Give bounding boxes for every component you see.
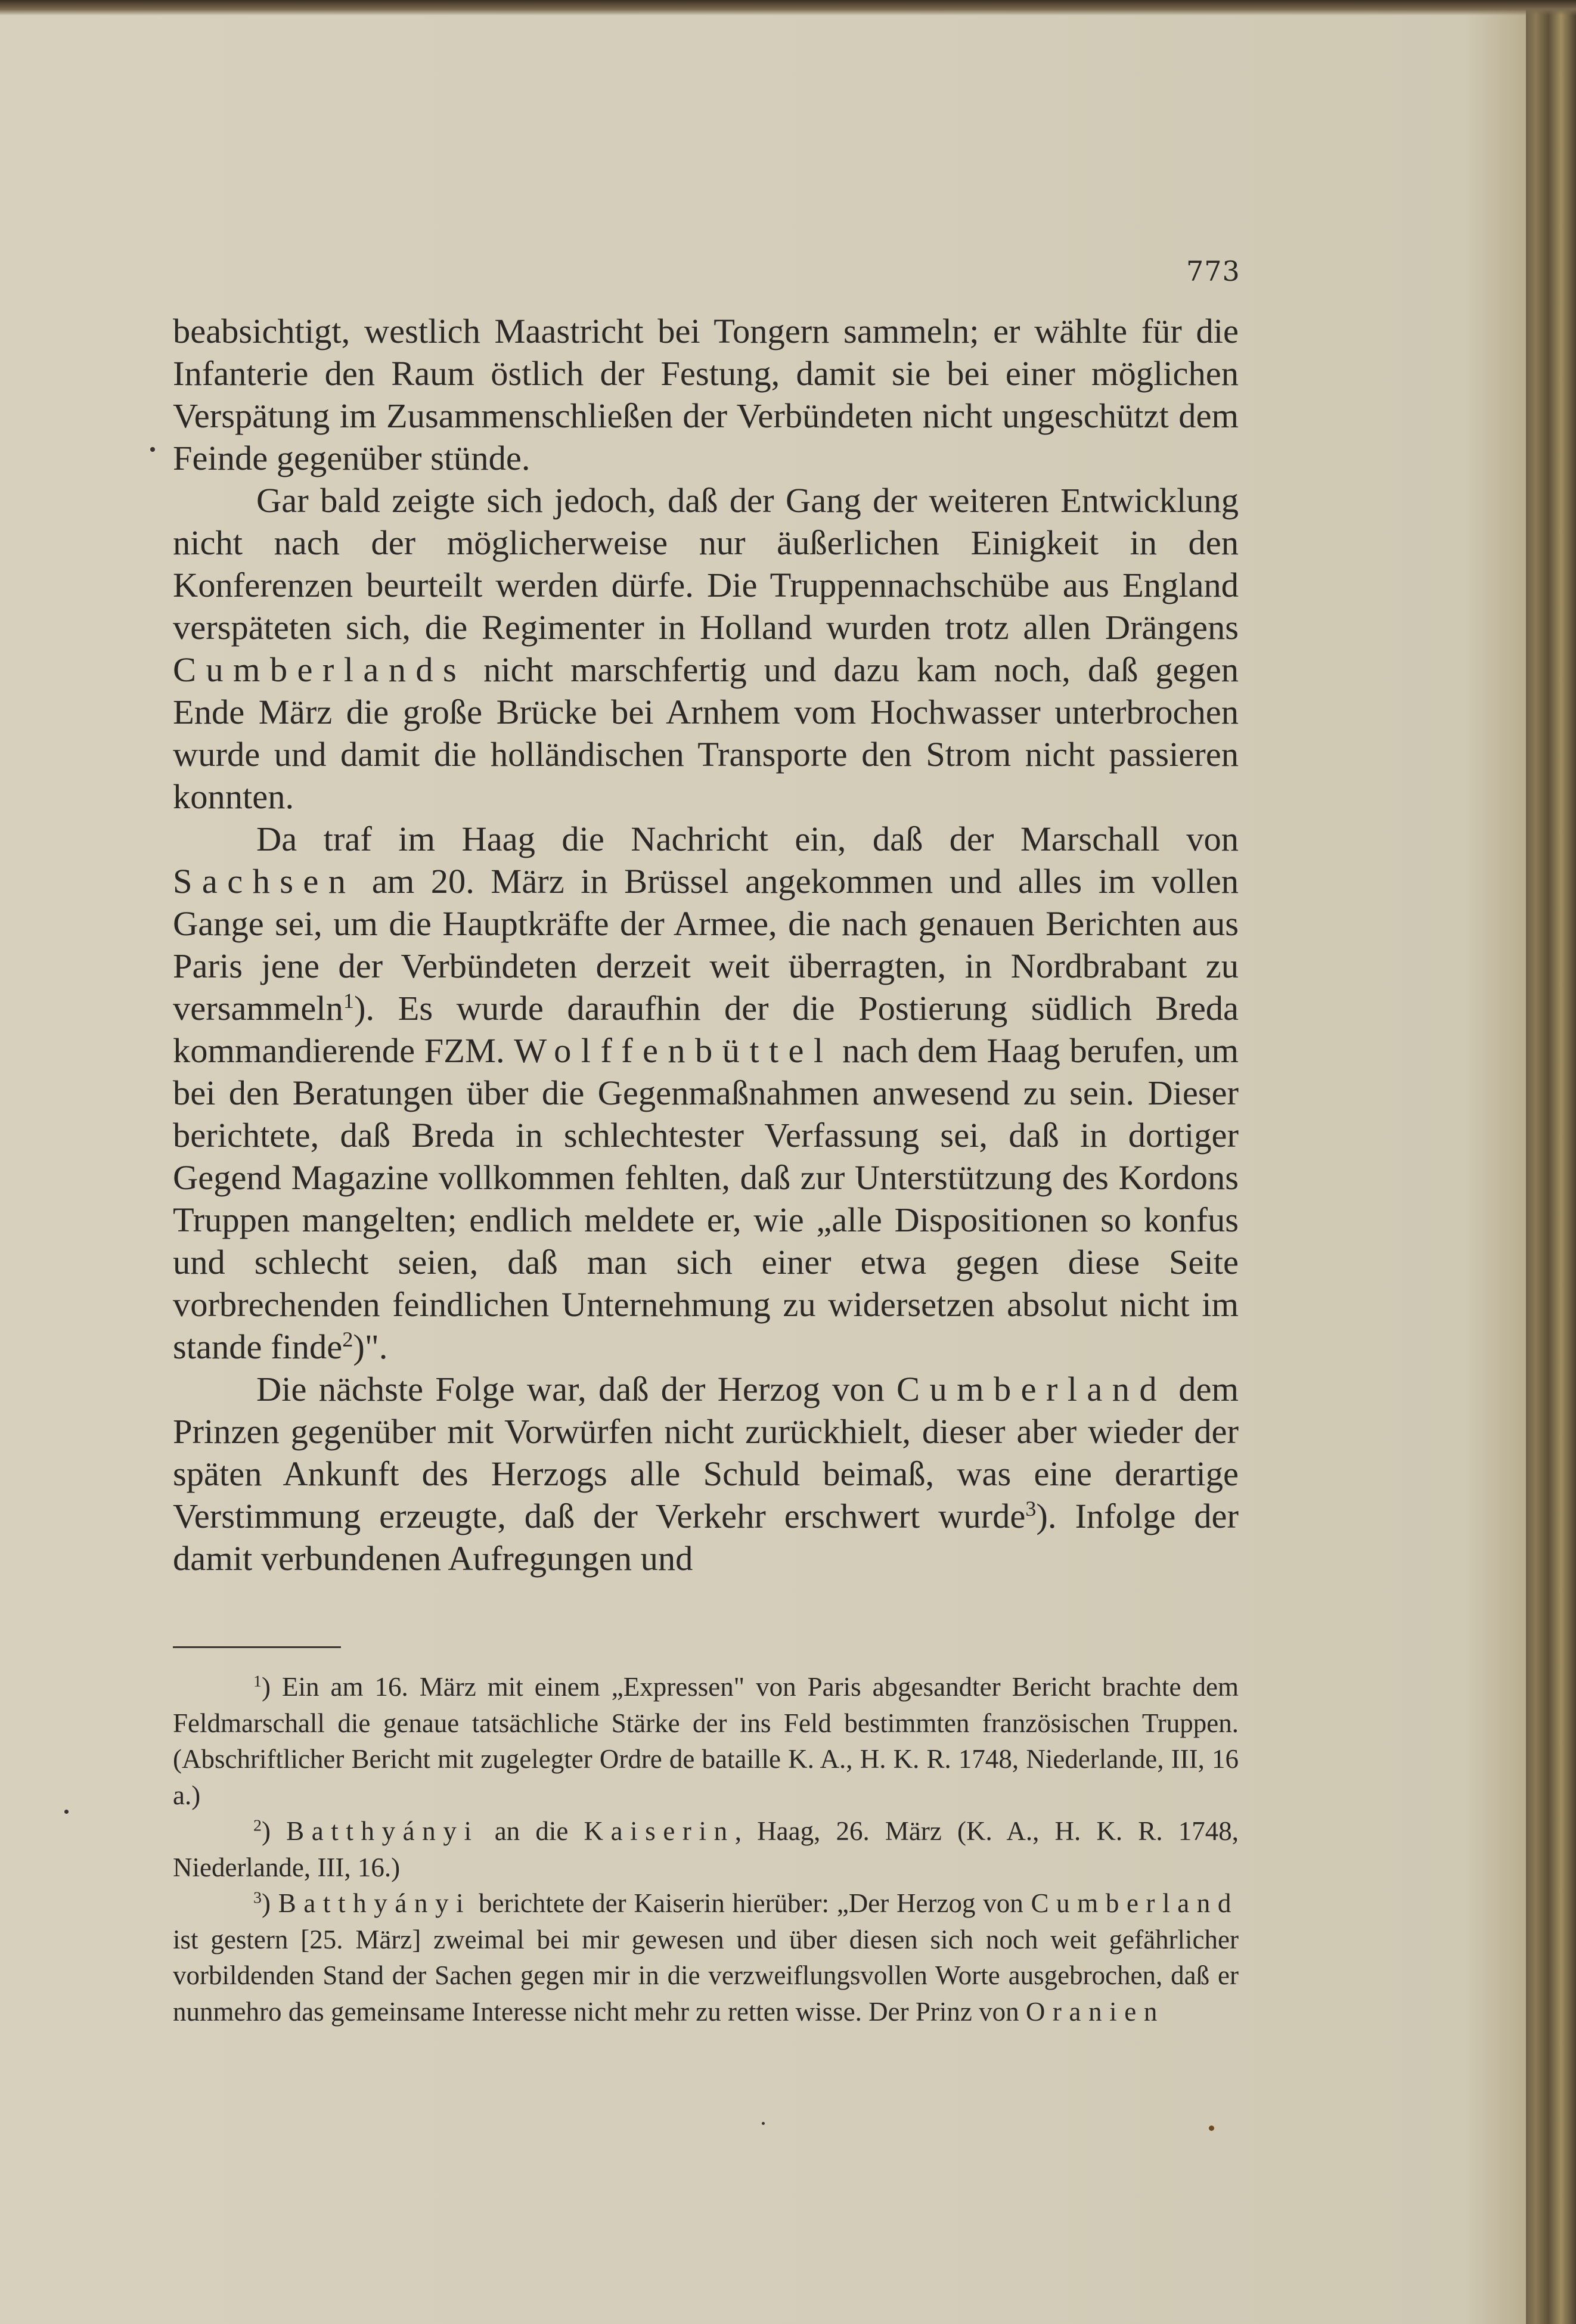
text-run: ist gestern [25. März] zweimal bei mir gewesen und über diesen sich noch weit gefährlicher vorbildenden Stand der Sachen gegen mir in die verzweiflungsvollen Worte ausgebrochen, daß er nunmehro das gemeinsame Interesse nicht mehr zu retten wisse. Der Prinz von — [173, 1924, 1239, 2027]
spaced-name: Batthyányi — [286, 1816, 479, 1846]
spaced-name: Cumberland — [896, 1370, 1167, 1408]
paragraph-2 — [173, 479, 1239, 818]
text-run: ) — [261, 1888, 278, 1918]
text-run: ) — [261, 1816, 287, 1846]
footnote-ref: 3 — [1025, 1497, 1037, 1521]
text-run: am 20. März in Brüssel angekommen und alles im vollen Gange sei, um die Hauptkräfte der Armee, die nach genauen Berichten aus Paris jene der Verbündeten derzeit weit überragten, in Nordbrabant zu versammeln — [173, 862, 1239, 1028]
text-run: an die — [479, 1816, 584, 1846]
footnote-ref: 2 — [253, 1816, 262, 1835]
text-run: ). Es wurde daraufhin der die Postierung südlich Breda kommandierende FZM. — [173, 989, 1239, 1070]
footnote-ref: 1 — [343, 989, 355, 1013]
text-run: )". — [353, 1327, 388, 1366]
book-spine-edge — [1526, 0, 1576, 2324]
footnote-1 — [173, 1669, 1239, 1813]
text-run: nicht marschfertig und dazu kam noch, daß gegen Ende März die große Brücke bei Arnhem vom Hochwasser unterbrochen wurde und damit die holländischen Transporte den Strom nicht passieren konnten. — [173, 650, 1239, 816]
text-run: , Haag, 26. März (K. A., H. K. R. 1748, Niederlande, III, 16.) — [173, 1816, 1239, 1882]
page-top-edge — [0, 0, 1576, 15]
print-speck — [150, 447, 155, 452]
paragraph-1 — [173, 310, 1239, 479]
footnotes — [173, 1669, 1239, 2030]
text-run: Gar bald zeigte sich jedoch, daß der Gang der weiteren Entwicklung nicht nach der möglicherweise nur äußerlichen Einigkeit in den Konferenzen beurteilt werden dürfe. Die Truppennachschübe aus England verspäteten sich, die Regimenter in Holland wurden trotz allen Drängens — [173, 481, 1239, 647]
main-text — [173, 310, 1239, 1580]
text-run: Die nächste Folge war, daß der Herzog von — [256, 1370, 897, 1408]
spaced-name: Cumberland — [1031, 1888, 1239, 1918]
spaced-name: Oranien — [1025, 1996, 1165, 2027]
footnote-ref: 1 — [253, 1672, 262, 1691]
footnote-2 — [173, 1813, 1239, 1885]
footnote-ref: 2 — [342, 1327, 353, 1352]
footnote-3 — [173, 1885, 1239, 2030]
text-run: dem Prinzen gegenüber mit Vorwürfen nicht zurückhielt, dieser aber wieder der späten Ankunft des Herzogs alle Schuld beimaß, was eine derartige Verstimmung erzeugte, daß der Verkehr erschwert wurde — [173, 1370, 1239, 1535]
paragraph-4 — [173, 1368, 1239, 1580]
print-speck — [1209, 2126, 1214, 2131]
text-run: nach dem Haag berufen, um bei den Beratungen über die Gegenmaßnahmen anwesend zu sein. Dieser berichtete, daß Breda in schlechtester Verfassung sei, daß in dortiger Gegend Magazine vollkommen fehlten, daß zur Unterstützung des Kordons Truppen mangelten; endlich meldete er, wie „alle Dispositionen so konfus und schlecht seien, daß man sich einer etwa gegen diese Seite vorbrechenden feindlichen Unternehmung zu widersetzen absolut nicht im stande finde — [173, 1031, 1239, 1366]
page-number: 773 — [1186, 255, 1240, 287]
spaced-name: Kaiserin — [584, 1816, 735, 1846]
text-run: ) Ein am 16. März mit einem „Expressen" von Paris abgesandter Bericht brachte dem Feldmarschall die genaue tatsächliche Stärke der ins Feld bestimmten französischen Truppen. (Abschriftlicher Bericht mit zugelegter Ordre de bataille K. A., H. K. R. 1748, Niederlande, III, 16 a.) — [173, 1672, 1239, 1810]
text-run: Da traf im Haag die Nachricht ein, daß der Marschall von — [256, 820, 1239, 858]
paragraph-3 — [173, 818, 1239, 1368]
spaced-name: Wolffenbüttel — [514, 1031, 833, 1070]
text-run: berichtete der Kaiserin hierüber: „Der Herzog von — [471, 1888, 1031, 1918]
text-run: beabsichtigt, westlich Maastricht bei Tongern sammeln; er wählte für die Infanterie den Raum östlich der Festung, damit sie bei einer möglichen Verspätung im Zusammenschließen der Verbündeten nicht ungeschützt dem Feinde gegenüber stünde. — [173, 312, 1239, 477]
print-speck — [762, 2122, 765, 2125]
footnote-separator — [173, 1646, 341, 1648]
spaced-name: Cumberlands — [173, 650, 467, 689]
footnote-ref: 3 — [253, 1888, 262, 1907]
spaced-name: Batthyányi — [278, 1888, 471, 1918]
spaced-name: Sachsen — [173, 862, 356, 901]
text-run: ). Infolge der damit verbundenen Aufregungen und — [173, 1497, 1239, 1578]
print-speck — [64, 1810, 69, 1814]
